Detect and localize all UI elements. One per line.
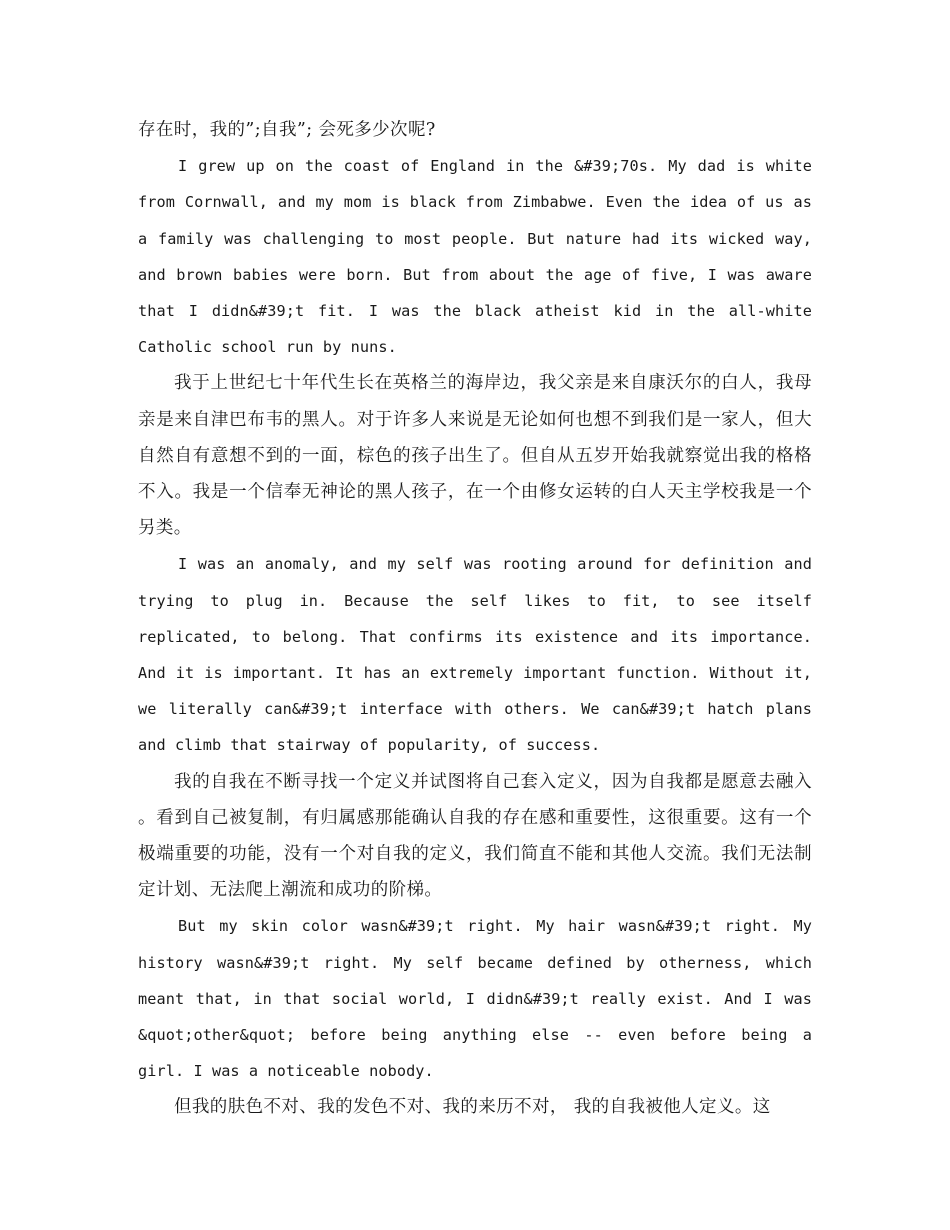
paragraph-en-childhood: I grew up on the coast of England in the &#39;70s. My dad is white from Cornwall, and my mom is black from Zimbabwe. Even the idea of us as a family was challenging to most people. But nature had its wicked way, and brown babies were born. But from about the age of five, I was aware that I didn&#39;t fit. I was the black atheist kid in the all-white Catholic school run by nuns. — [138, 157, 812, 357]
paragraph-zh-otherness: 但我的肤色不对、我的发色不对、我的来历不对， 我的自我被他人定义。这 — [174, 1097, 771, 1118]
paragraph-en-anomaly: I was an anomaly, and my self was rooting around for definition and trying to plug in. Because the self likes to fit, to see itself replicated, to belong. That confirms its existence and its importance. And it is important. It has an extremely important function. Without it, we literally can&#39;t interface with others. We can&#39;t hatch plans and climb that stairway of popularity, of success. — [138, 555, 812, 755]
paragraph-en-otherness: But my skin color wasn&#39;t right. My hair wasn&#39;t right. My history wasn&#39;t right. My self became defined by otherness, which meant that, in that social world, I didn&#39;t really exist. And I was &quot;other&quot; before being anything else -- even before being a girl. I was a noticeable nobody. — [138, 917, 812, 1081]
paragraph-zh-continuation: 存在时，我的”;自我”; 会死多少次呢? — [138, 120, 436, 140]
paragraph-zh-anomaly: 我的自我在不断寻找一个定义并试图将自己套入定义，因为自我都是愿意去融入 。看到自己被复制，有归属感那能确认自我的存在感和重要性，这很重要。这有一个极端重要的功能，没有一个对自我的定义，我们简直不能和其他人交流。我们无法制定计划、无法爬上潮流和成功的阶梯。 — [138, 771, 812, 901]
paragraph-zh-childhood: 我于上世纪七十年代生长在英格兰的海岸边，我父亲是来自康沃尔的白人，我母亲是来自津巴布韦的黑人。对于许多人来说是无论如何也想不到我们是一家人，但大自然自有意想不到的一面，棕色的孩子出生了。但自从五岁开始我就察觉出我的格格不入。我是一个信奉无神论的黑人孩子，在一个由修女运转的白人天主学校我是一个另类。 — [138, 373, 812, 539]
document-body — [138, 112, 812, 1126]
